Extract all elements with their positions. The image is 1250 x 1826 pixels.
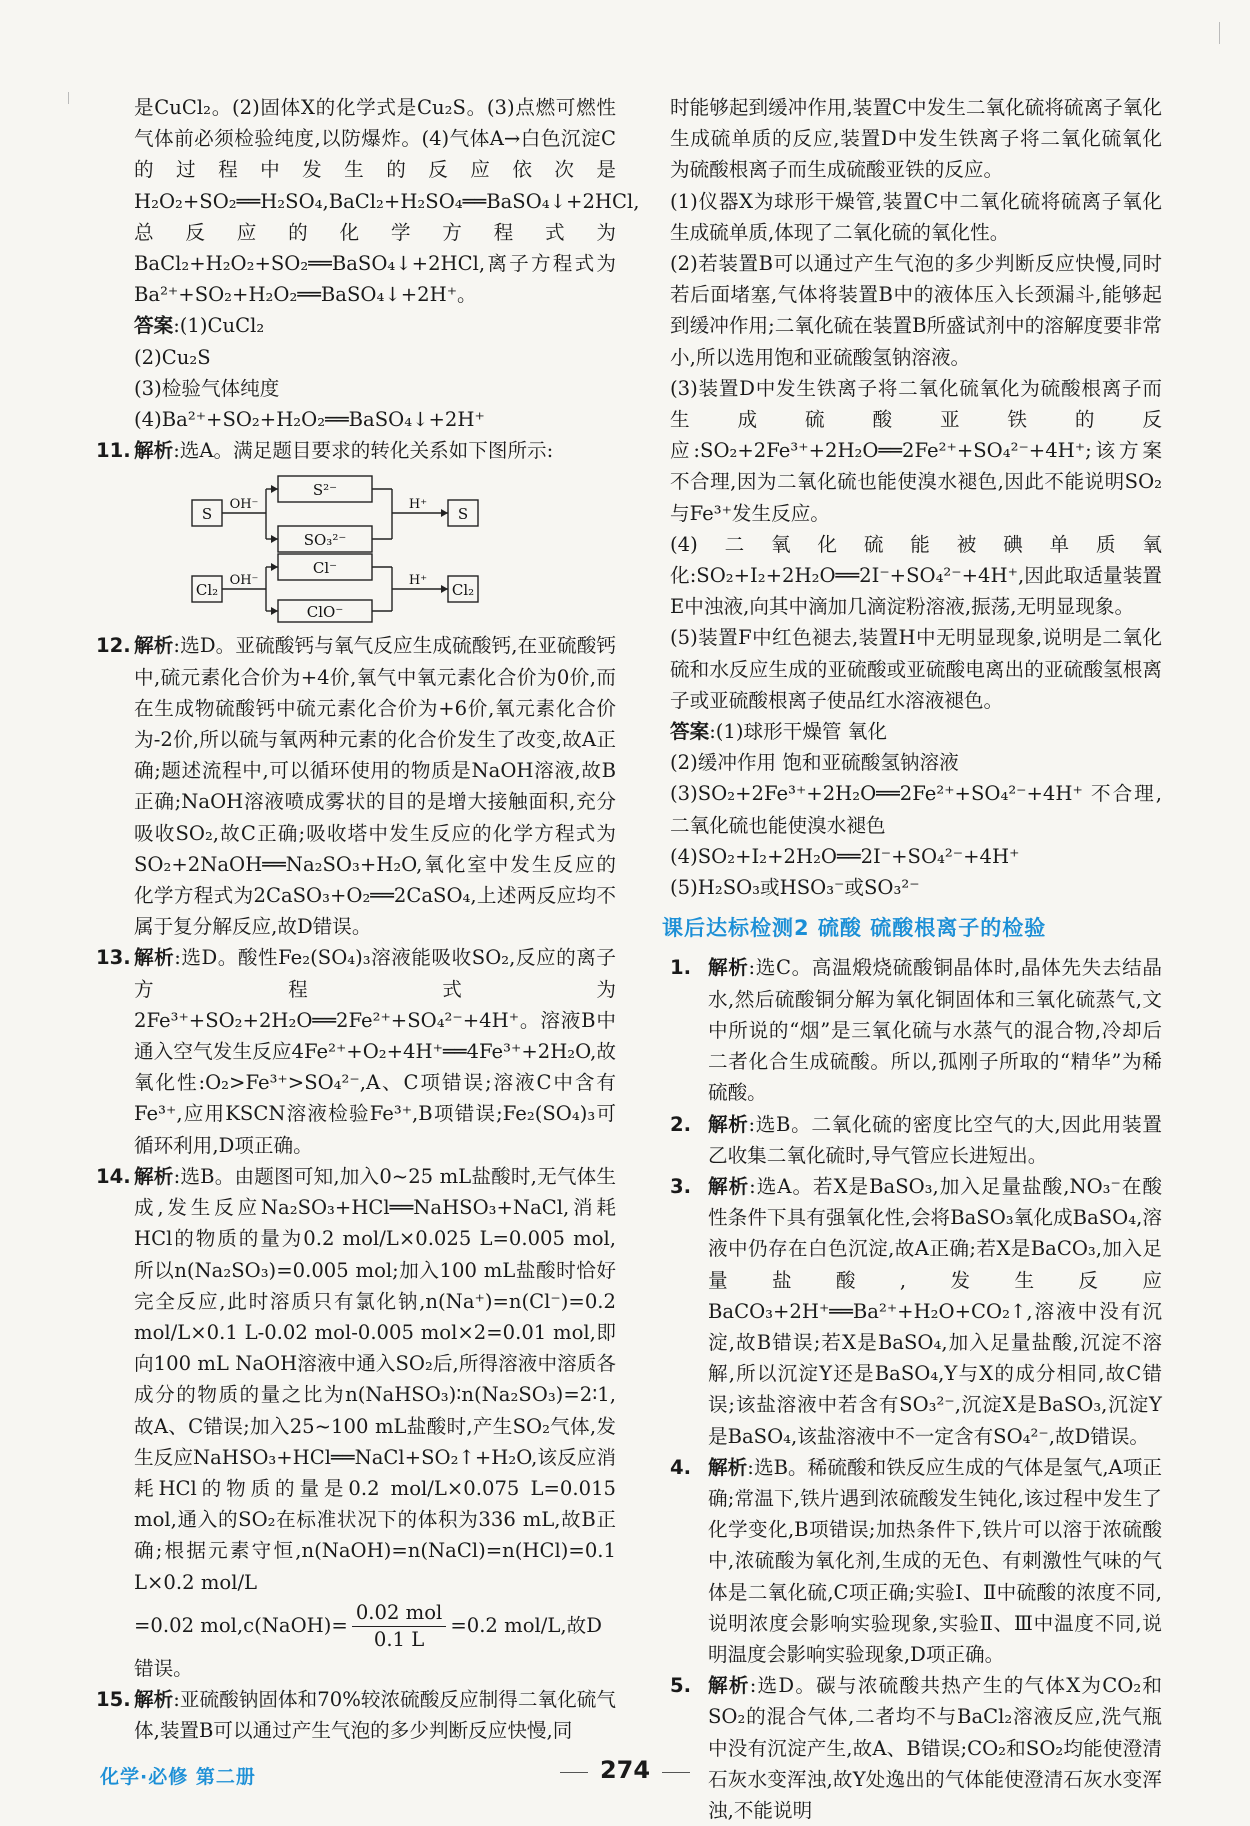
question-1 — [670, 952, 1162, 1108]
question-14 — [96, 1161, 616, 1684]
left-column — [96, 92, 640, 1746]
answer-text: :(1)CuCl₂ — [173, 314, 265, 338]
fraction-equation — [134, 1600, 616, 1653]
question-3 — [670, 1171, 1162, 1452]
analysis-label: 解析 — [708, 1112, 749, 1136]
question-2 — [670, 1109, 1162, 1171]
crop-mark — [68, 92, 69, 104]
s-h-label: H⁺ — [408, 497, 428, 513]
s-oh-label: OH⁻ — [229, 497, 259, 513]
question-text: :选B。由题图可知,加入0~25 mL盐酸时,无气体生成,发生反应Na₂SO₃+HCl══NaHSO₃+NaCl,消耗HCl的物质的量为0.2 mol/L×0.025 L=0.005 mol,所以n(Na₂SO₃)=0.005 mol;加入100 mL盐酸时恰好完全反应,此时溶质只有氯化钠,n(Na⁺)=n(Cl⁻)=0.2 mol/L×0.1 L-0.02 mol-0.005 mol×2=0.01 mol,即向100 mL NaOH溶液中通入SO₂后,所得溶液中溶质各成分的物质的量之比为n(NaHSO₃)∶n(Na₂SO₃)=2∶1,故A、C错误;加入25~100 mL盐酸时,产生SO₂气体,发生反应NaHSO₃+HCl══NaCl+SO₂↑+H₂O,该反应消耗HCl的物质的量是0.2 mol/L×0.075 L=0.015 mol,通入的SO₂在标准状况下的体积为336 mL,故B正确;根据元素守恒,n(NaOH)=n(NaCl)=n(HCl)=0.1 L×0.2 mol/L — [134, 1164, 617, 1594]
question-text: :选B。稀硫酸和铁反应生成的气体是氢气,A项正确;常温下,铁片遇到浓硫酸发生钝化,该过程中发生了化学变化,B项错误;加热条件下,铁片可以溶于浓硫酸中,浓硫酸为氧化剂,生成的无色、有刺激性气味的气体是二氧化硫,C项正确;实验Ⅰ、Ⅱ中硫酸的浓度不同,说明浓度会影响实验现象,实验Ⅱ、Ⅲ中温度不同,说明温度会影响实验现象,D项正确。 — [708, 1455, 1162, 1666]
analysis-label: 解析 — [708, 956, 749, 980]
question-4 — [670, 1452, 1162, 1670]
analysis-label: 解析 — [134, 1687, 174, 1711]
paragraph: (5)装置F中红色褪去,装置H中无明显现象,说明是二氧化硫和水反应生成的亚硫酸或亚硫酸电离出的亚硫酸氢根离子或亚硫酸根离子使品红水溶液褪色。 — [670, 626, 1162, 712]
analysis-label: 解析 — [708, 1455, 748, 1479]
s-top-label: S²⁻ — [312, 481, 338, 500]
paragraph: (4)二氧化硫能被碘单质氧化:SO₂+I₂+2H₂O══2I⁻+SO₄²⁻+4H⁺,因此取适量装置E中浊液,向其中滴加几滴淀粉溶液,振荡,无明显现象。 — [670, 532, 1162, 619]
analysis-label: 解析 — [134, 946, 175, 970]
cl-oh-label: OH⁻ — [229, 573, 259, 589]
question-text: :选C。高温煅烧硫酸铜晶体时,晶体先失去结晶水,然后硫酸铜分解为氧化铜固体和三氧化硫蒸气,文中所说的“烟”是三氧化硫与水蒸气的混合物,冷却后二者化合生成硫酸。所以,孤刚子所取的“精华”为稀硫酸。 — [708, 956, 1162, 1105]
question-text: :选D。碳与浓硫酸共热产生的气体X为CO₂和SO₂的混合气体,二者均不与BaCl₂溶液反应,洗气瓶中没有沉淀产生,故A、B错误;CO₂和SO₂均能使澄清石灰水变浑浊,故Y处逸出的气体能使澄清石灰水变浑浊,不能说明 — [708, 1674, 1163, 1822]
question-13 — [96, 942, 616, 1160]
question-text-end: 错误。 — [134, 1656, 193, 1680]
fraction-numerator: 0.02 mol — [352, 1600, 447, 1627]
question-text: :亚硫酸钠固体和70%较浓硫酸反应制得二氧化硫气体,装置B可以通过产生气泡的多少判断反应快慢,同 — [134, 1687, 617, 1743]
equation-lhs: =0.02 mol,c(NaOH)= — [134, 1614, 348, 1638]
paragraph: (2)若装置B可以通过产生气泡的多少判断反应快慢,同时若后面堵塞,气体将装置B中的液体压入长颈漏斗,能够起到缓冲作用;二氧化硫在装置B所盛试剂中的溶解度要非常小,所以选用饱和亚硫酸氢钠溶液。 — [670, 252, 1162, 369]
analysis-label: 解析 — [708, 1674, 750, 1698]
crop-mark — [1219, 22, 1220, 44]
answer-line — [96, 310, 616, 341]
question-number: 15. — [96, 1687, 131, 1711]
paragraph: (1)仪器X为球形干燥管,装置C中二氧化硫将硫离子氧化生成硫单质,体现了二氧化硫的氧化性。 — [670, 189, 1162, 244]
fraction-denominator: 0.1 L — [373, 1627, 425, 1651]
answer-line: (4)SO₂+I₂+2H₂O══2I⁻+SO₄²⁻+4H⁺ — [670, 844, 1020, 868]
question-12 — [96, 630, 616, 942]
question-15 — [96, 1684, 616, 1746]
s-bottom-label: SO₃²⁻ — [303, 531, 347, 550]
analysis-label: 解析 — [134, 634, 174, 658]
question-number: 1. — [670, 956, 692, 980]
question-text: :选D。酸性Fe₂(SO₄)₃溶液能吸收SO₂,反应的离子方程式为2Fe³⁺+SO₂+2H₂O══2Fe²⁺+SO₄²⁻+4H⁺。溶液B中通入空气发生反应4Fe²⁺+O₂+4H⁺══4Fe³⁺+2H₂O,故氧化性:O₂>Fe³⁺>SO₄²⁻,A、C项错误;溶液C中含有Fe³⁺,应用KSCN溶液检验Fe³⁺,B项错误;Fe₂(SO₄)₃可循环利用,D项正确。 — [134, 946, 617, 1157]
answer-label: 答案 — [134, 314, 174, 338]
s-left-label: S — [201, 505, 213, 524]
question-number: 5. — [670, 1674, 692, 1698]
conversion-diagram — [186, 472, 486, 624]
cl-right-label: Cl₂ — [451, 581, 475, 600]
paragraph: (3)装置D中发生铁离子将二氧化硫氧化为硫酸根离子而生成硫酸亚铁的反应:SO₂+2Fe³⁺+2H₂O══2Fe²⁺+SO₄²⁻+4H⁺;该方案不合理,因为二氧化硫也能使溴水褪色,因此不能说明SO₂与Fe³⁺发生反应。 — [670, 376, 1163, 525]
equation-rhs: =0.2 mol/L,故D — [450, 1614, 602, 1638]
question-5 — [670, 1670, 1162, 1826]
answer-line: (4)Ba²⁺+SO₂+H₂O₂══BaSO₄↓+2H⁺ — [134, 408, 485, 432]
question-number: 12. — [96, 634, 131, 658]
answer-label: 答案 — [670, 720, 710, 744]
answer-line: (3)检验气体纯度 — [134, 376, 280, 400]
footer-subject: 化学·必修 第二册 — [100, 1766, 256, 1788]
question-number: 14. — [96, 1164, 131, 1188]
cl-bottom-label: ClO⁻ — [306, 603, 344, 622]
answer-line — [670, 716, 1162, 747]
paragraph: 时能够起到缓冲作用,装置C中发生二氧化硫将硫离子氧化生成硫单质的反应,装置D中发生铁离子将二氧化硫氧化为硫酸根离子而生成硫酸亚铁的反应。 — [670, 96, 1162, 182]
analysis-label: 解析 — [708, 1174, 750, 1198]
question-text: :选A。若X是BaSO₃,加入足量盐酸,NO₃⁻在酸性条件下具有强氧化性,会将BaSO₃氧化成BaSO₄,溶液中仍存在白色沉淀,故A正确;若X是BaCO₃,加入足量盐酸,发生反应BaCO₃+2H⁺══Ba²⁺+H₂O+CO₂↑,溶液中没有沉淀,故B错误;若X是BaSO₄,加入足量盐酸,沉淀不溶解,所以沉淀Y还是BaSO₄,Y与X的成分相同,故C错误;该盐溶液中若含有SO₃²⁻,沉淀X是BaSO₃,沉淀Y是BaSO₄,该盐溶液中不一定含有SO₄²⁻,故D错误。 — [708, 1174, 1163, 1448]
page-number: 274 — [560, 1756, 690, 1784]
answer-text: :(1)球形干燥管 氧化 — [709, 720, 887, 744]
question-number: 3. — [670, 1174, 692, 1198]
paragraph: 是CuCl₂。(2)固体X的化学式是Cu₂S。(3)点燃可燃性气体前必须检验纯度,以防爆炸。(4)气体A→白色沉淀C的过程中发生的反应依次是H₂O₂+SO₂══H₂SO₄,BaCl₂+H₂SO₄══BaSO₄↓+2HCl,总反应的化学方程式为BaCl₂+H₂O₂+SO₂══BaSO₄↓+2HCl,离子方程式为Ba²⁺+SO₂+H₂O₂══BaSO₄↓+2H⁺。 — [134, 96, 640, 307]
fraction — [352, 1600, 447, 1653]
question-text: :选D。亚硫酸钙与氧气反应生成硫酸钙,在亚硫酸钙中,硫元素化合价为+4价,氧气中氧元素化合价为0价,而在生成物硫酸钙中硫元素化合价为+6价,氧元素化合价为-2价,所以硫与氧两种元素的化合价发生了改变,故A正确;题述流程中,可以循环使用的物质是NaOH溶液,故B正确;NaOH溶液喷成雾状的目的是增大接触面积,充分吸收SO₂,故C正确;吸收塔中发生反应的化学方程式为SO₂+2NaOH══Na₂SO₃+H₂O,氧化室中发生反应的化学方程式为2CaSO₃+O₂══2CaSO₄,上述两反应均不属于复分解反应,故D错误。 — [134, 634, 617, 939]
question-text: :选B。二氧化硫的密度比空气的大,因此用装置乙收集二氧化硫时,导气管应长进短出。 — [708, 1112, 1163, 1167]
cl-left-label: Cl₂ — [195, 581, 219, 600]
section-title: 课后达标检测2 硫酸 硫酸根离子的检验 — [662, 916, 1047, 941]
answer-line: (5)H₂SO₃或HSO₃⁻或SO₃²⁻ — [670, 876, 920, 900]
cl-h-label: H⁺ — [408, 573, 428, 589]
question-text: :选A。满足题目要求的转化关系如下图所示: — [173, 439, 554, 463]
cl-top-label: Cl⁻ — [312, 559, 338, 578]
answer-line: (2)Cu₂S — [134, 345, 211, 369]
question-11 — [96, 435, 616, 466]
diagram-lines — [186, 472, 486, 624]
question-number: 4. — [670, 1455, 692, 1479]
question-number: 13. — [96, 946, 131, 970]
analysis-label: 解析 — [134, 439, 174, 463]
answer-line: (3)SO₂+2Fe³⁺+2H₂O══2Fe²⁺+SO₄²⁻+4H⁺ 不合理,二氧化硫也能使溴水褪色 — [670, 782, 1162, 837]
analysis-label: 解析 — [134, 1164, 174, 1188]
s-right-label: S — [457, 505, 469, 524]
answer-line: (2)缓冲作用 饱和亚硫酸氢钠溶液 — [670, 751, 959, 775]
right-column — [662, 92, 1163, 1826]
question-number: 11. — [96, 439, 131, 463]
question-number: 2. — [670, 1112, 692, 1136]
